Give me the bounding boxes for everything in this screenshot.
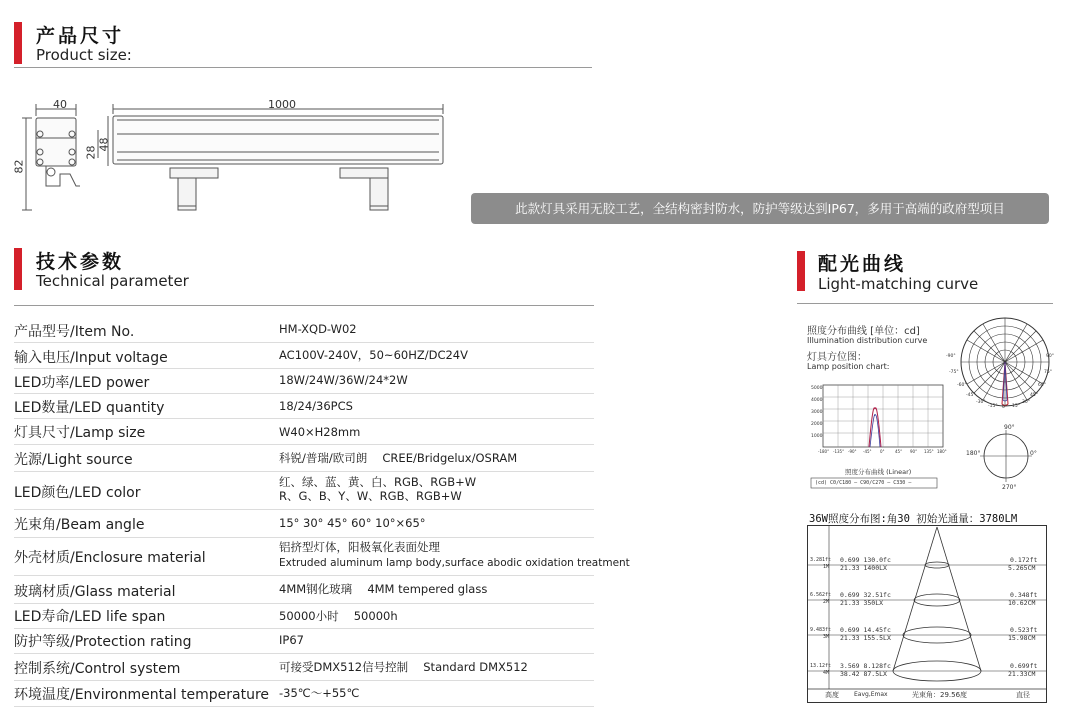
x-tick: 45° [895,449,903,454]
cone-right-1: 0.523ft [1010,626,1038,634]
divider [14,305,594,306]
cone-right-2: 5.265CM [1008,564,1036,572]
param-label: 玻璃材质/Glass material [14,584,176,600]
table-row [14,342,594,369]
param-value: 科锐/普瑞/欧司朗 CREE/Bridgelux/OSRAM [279,451,518,465]
param-label: 控制系统/Control system [14,661,181,677]
illum-title-cn: 照度分布曲线 [单位：cd] [807,326,920,337]
x-tick: 90° [910,449,918,454]
tech-title-en: Technical parameter [36,272,189,290]
cone-right-1: 0.348ft [1010,591,1038,599]
param-label: 环境温度/Environmental temperature [14,687,270,703]
table-row [14,603,594,629]
x-tick: 180° [937,449,947,454]
polar-angle: 75° [1044,370,1052,375]
cone-right-2: 10.62CM [1008,599,1036,607]
param-value-2: R、G、B、Y、W、RGB、RGB+W [279,489,462,503]
table-row [14,316,594,343]
tech-title-cn: 技术参数 [36,251,125,273]
lamp-pos-cn: 灯具方位图： [807,352,867,363]
section-marker [14,22,22,64]
param-value: 50000小时 50000h [279,609,398,623]
cone-title: 36W照度分布图:角30 初始光通量：3780LM [809,513,1018,525]
lamp-position-chart [978,430,1038,488]
divider [14,67,592,68]
param-label: LED数量/LED quantity [14,400,165,416]
table-row [14,680,594,707]
cone-left-2: 21.33 350LX [840,599,884,607]
cone-left-2: 38.42 87.5LX [840,670,887,678]
polar-angle: 15° [1012,404,1020,409]
dim-height-48: 48 [97,137,111,152]
y-tick: 4000 [811,398,823,403]
param-label: 产品型号/Item No. [14,324,135,340]
illum-title-en: Illumination distribution curve [807,336,928,345]
polar-angle: -75° [949,370,959,375]
light-title-cn: 配光曲线 [818,253,907,275]
cone-dist: 9.483ft [810,627,832,633]
product-size-title-cn: 产品尺寸 [36,25,125,47]
table-row [14,368,594,394]
cone-dist-m: 1M [823,564,830,570]
cone-right-2: 21.33CM [1008,670,1036,678]
chart-legend: (cd) C0/C180 — C90/C270 — C330 — [815,480,912,486]
table-row [14,444,594,472]
param-value: IP67 [279,633,304,647]
x-tick: -135° [833,449,845,454]
y-tick: 5000 [811,386,823,391]
param-label: LED颜色/LED color [14,485,141,501]
polar-angle: -30° [976,400,986,405]
dim-height-82: 82 [12,159,26,174]
polar-angle: -90° [946,354,956,359]
polar-angle: -60° [957,383,967,388]
param-value: 4MM钢化玻璃 4MM tempered glass [279,582,488,596]
param-value: 18W/24W/36W/24*2W [279,373,408,387]
cone-footer-beam: 光束角：29.56度 [912,691,968,699]
dimension-drawing [10,90,460,220]
polar-angle: 90° [1046,354,1054,359]
product-size-title-en: Product size: [36,46,132,64]
param-value: -35℃～+55℃ [279,686,360,700]
cone-dist-m: 3M [823,634,830,640]
cone-dist: 3.281ft [810,557,832,563]
polar-angle: -15° [988,404,998,409]
x-tick: -45° [863,449,872,454]
cone-left-1: 0.699 32.51fc [840,591,891,599]
param-label: 外壳材质/Enclosure material [14,550,206,566]
divider [797,303,1053,304]
polar-angle: 60° [1038,383,1046,388]
y-tick: 3000 [811,410,823,415]
table-row [14,628,594,654]
param-value-2: Extruded aluminum lamp body,surface abodic oxidation treatment [279,557,630,569]
x-tick: 0° [880,449,885,454]
cone-dist-m: 4M [823,670,830,676]
table-row [14,509,594,538]
cone-footer-height: 高度 [825,691,839,699]
x-tick: 135° [924,449,934,454]
dim-length: 1000 [268,98,296,111]
param-value: HM-XQD-W02 [279,322,357,336]
table-row [14,418,594,445]
cone-left-2: 21.33 155.5LX [840,634,891,642]
feature-banner: 此款灯具采用无胶工艺，全结构密封防水，防护等级达到IP67，多用于高端的政府型项目 [471,193,1049,224]
cone-left-1: 0.699 14.45fc [840,626,891,634]
param-label: 灯具尺寸/Lamp size [14,425,146,441]
cone-left-2: 21.33 1400LX [840,564,887,572]
param-label: 光源/Light source [14,452,133,468]
cone-dist: 6.562ft [810,592,832,598]
pos-bottom: 270° [1002,484,1017,491]
param-value: 铝挤型灯体，阳极氧化表面处理 [279,540,440,554]
param-value: W40×H28mm [279,425,361,439]
section-marker [797,251,805,291]
dim-height-28: 28 [84,145,98,160]
table-row [14,575,594,604]
param-label: 光束角/Beam angle [14,517,145,533]
param-value: 18/24/36PCS [279,399,353,413]
cone-right-2: 15.98CM [1008,634,1036,642]
pos-right: 0° [1030,450,1037,457]
table-row [14,653,594,681]
cone-left-1: 3.569 8.128fc [840,662,891,670]
cone-footer-eavg: Eavg,Emax [854,691,888,698]
polar-angle: 30° [1022,400,1030,405]
param-label: LED寿命/LED life span [14,609,166,625]
table-row [14,471,594,510]
linear-caption: 照度分布曲线 (Linear) [845,468,912,476]
x-tick: -90° [848,449,857,454]
param-value: 可接受DMX512信号控制 Standard DMX512 [279,660,528,674]
pos-left: 180° [966,450,981,457]
param-label: 防护等级/Protection rating [14,634,192,650]
param-label: LED功率/LED power [14,375,150,391]
param-value: 15° 30° 45° 60° 10°×65° [279,516,426,530]
cone-left-1: 0.699 130.0fc [840,556,891,564]
polar-angle: 45° [1030,393,1038,398]
param-value: 红、绿、蓝、黄、白、RGB、RGB+W [279,475,477,489]
light-title-en: Light-matching curve [818,275,979,293]
lamp-pos-en: Lamp position chart: [807,362,890,371]
y-tick: 1000 [811,434,823,439]
polar-angle: -45° [966,393,976,398]
table-row [14,537,630,576]
pos-top: 90° [1004,424,1015,431]
section-marker [14,248,22,290]
x-tick: -180° [818,449,830,454]
cone-dist: 13.12ft [810,663,832,669]
cone-right-1: 0.699ft [1010,662,1038,670]
polar-angle: 0° [1002,405,1008,410]
y-tick: 2000 [811,422,823,427]
dim-width: 40 [53,98,67,111]
cone-dist-m: 2M [823,599,830,605]
param-label: 输入电压/Input voltage [14,350,168,366]
table-row [14,393,594,419]
cone-footer-diameter: 直径 [1016,691,1030,699]
cone-right-1: 0.172ft [1010,556,1038,564]
param-value: AC100V-240V，50~60HZ/DC24V [279,348,468,362]
